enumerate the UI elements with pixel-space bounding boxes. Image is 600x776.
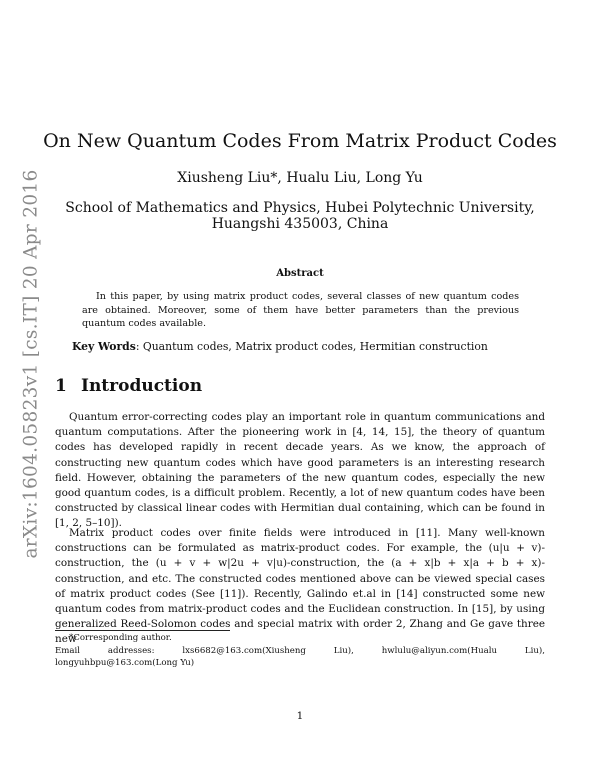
section-number: 1 — [55, 376, 67, 396]
paragraph-2-text: Matrix product codes over finite fields were introduced in [11]. Many well-known constructions can be formulated as matrix-product codes. For example, the (u|u + v)-construction, the (u + v + w|2u + v|u)-construction, the (a + x|b + x|a + b + x)-construction, and etc. The constructed codes mentioned above can be viewed special cases of matrix product codes (See [11]). Recently, Galindo et.al in [14] constructed some new quantum codes from matrix-product codes and the Euclidean construction. In [15], by using generalized Reed-Solomon codes and special matrix with order 2, Zhang and Ge gave three new — [55, 527, 545, 646]
author-list: Xiusheng Liu*, Hualu Liu, Long Yu — [177, 170, 423, 186]
section-title: Introduction — [81, 376, 203, 396]
keywords — [72, 340, 488, 353]
paper-title: On New Quantum Codes From Matrix Product Codes — [43, 130, 557, 152]
keywords-text: : Quantum codes, Matrix product codes, Hermitian construction — [135, 340, 488, 353]
footnote-email-2: longyuhbpu@163.com(Long Yu) — [55, 658, 195, 668]
intro-paragraph-1 — [55, 410, 545, 532]
keywords-label: Key Words — [72, 340, 136, 353]
footnote-email: Email addresses: lxs6682@163.com(Xiusheng Liu), hwlulu@aliyun.com(Hualu Liu), — [55, 646, 545, 656]
arxiv-stamp-text: arXiv:1604.05823v1 [cs.IT] 20 Apr 2016 — [20, 169, 42, 559]
paragraph-1-text: Quantum error-correcting codes play an important role in quantum communications and quantum computations. After the pioneering work in [4, 14, 15], the theory of quantum codes has developed rapidly in recent decade years. As we know, the approach of constructing new quantum codes which have good parameters is an interesting research field. However, obtaining the parameters of the new quantum codes, especially the new good quantum codes, is a difficult problem. Recently, a lot of new quantum codes have been constructed by classical linear codes with Hermitian dual containing, which can be found in [1, 2, 5–10]). — [55, 411, 545, 530]
abstract-body — [82, 290, 519, 331]
affiliation-line-2: Huangshi 435003, China — [211, 216, 389, 232]
section-heading — [55, 376, 202, 396]
footnote-rule — [55, 630, 230, 631]
affiliation-line-1: School of Mathematics and Physics, Hubei Polytechnic University, — [65, 200, 535, 216]
footnote-corresponding: *Corresponding author. — [69, 633, 172, 643]
abstract-text: In this paper, by using matrix product codes, several classes of new quantum codes are obtained. Moreover, some of them have better parameters than the previous quantum codes available. — [82, 291, 519, 330]
page-number: 1 — [296, 710, 304, 722]
abstract-heading: Abstract — [276, 268, 324, 279]
